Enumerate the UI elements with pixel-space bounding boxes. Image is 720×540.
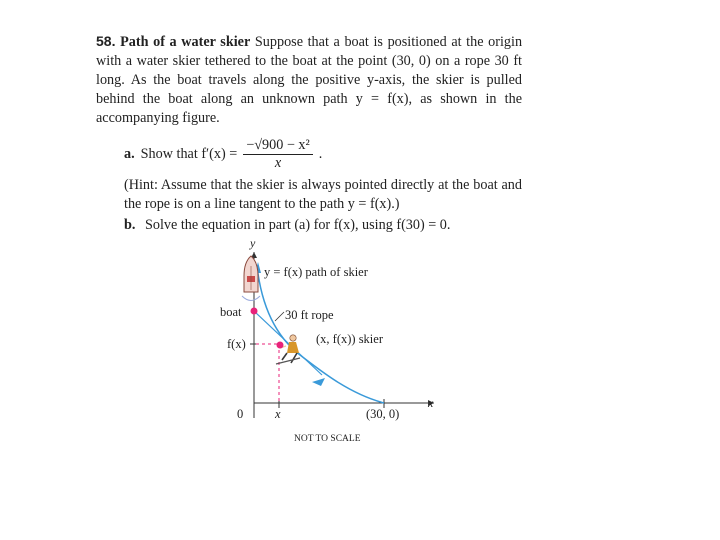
boat-icon: [242, 256, 260, 301]
problem-intro-text: Suppose that a boat is positioned at the origin with a water skier tethered to the boat at the point (30, 0) on a rope 30 ft long. As the boat travels along the positive y-axis, the skier is pulled behind the boat along an unknown path y = f(x), as shown in the accompanying figure.: [96, 34, 523, 126]
x-axis-label: x: [428, 396, 434, 410]
part-a-text: Show that f′(x) =: [140, 145, 238, 162]
path-arrow-bottom-icon: [312, 378, 325, 386]
part-b-label: b.: [124, 217, 136, 233]
origin-label: 0: [237, 407, 244, 421]
skier-label: (x, f(x)) skier: [316, 332, 383, 346]
skier-icon: [276, 335, 300, 364]
path-label: y = f(x) path of skier: [264, 265, 368, 279]
x-tick-label: x: [275, 407, 281, 421]
not-to-scale-note: NOT TO SCALE: [294, 434, 361, 444]
fx-label: f(x): [227, 337, 246, 351]
fraction-numerator: −√900 − x²: [243, 137, 313, 155]
rope-label: 30 ft rope: [285, 308, 334, 322]
skier-point: [277, 342, 284, 349]
rope-label-leader: [275, 312, 284, 321]
boat-point: [251, 308, 258, 315]
y-axis-label: y: [250, 236, 256, 250]
problem-title: Path of a water skier: [120, 34, 251, 50]
hint-text: (Hint: Assume that the skier is always pointed directly at the boat and the rope is on a line tangent to the path y = f(x).): [124, 177, 522, 212]
part-a-label: a.: [124, 145, 135, 162]
part-b-text: Solve the equation in part (a) for f(x), using f(30) = 0.: [144, 217, 451, 233]
fraction-denominator: x: [274, 154, 282, 171]
point-label: (30, 0): [366, 407, 400, 421]
part-a-period: .: [318, 145, 323, 162]
problem-number: 58.: [96, 33, 116, 49]
boat-label: boat: [220, 305, 242, 319]
